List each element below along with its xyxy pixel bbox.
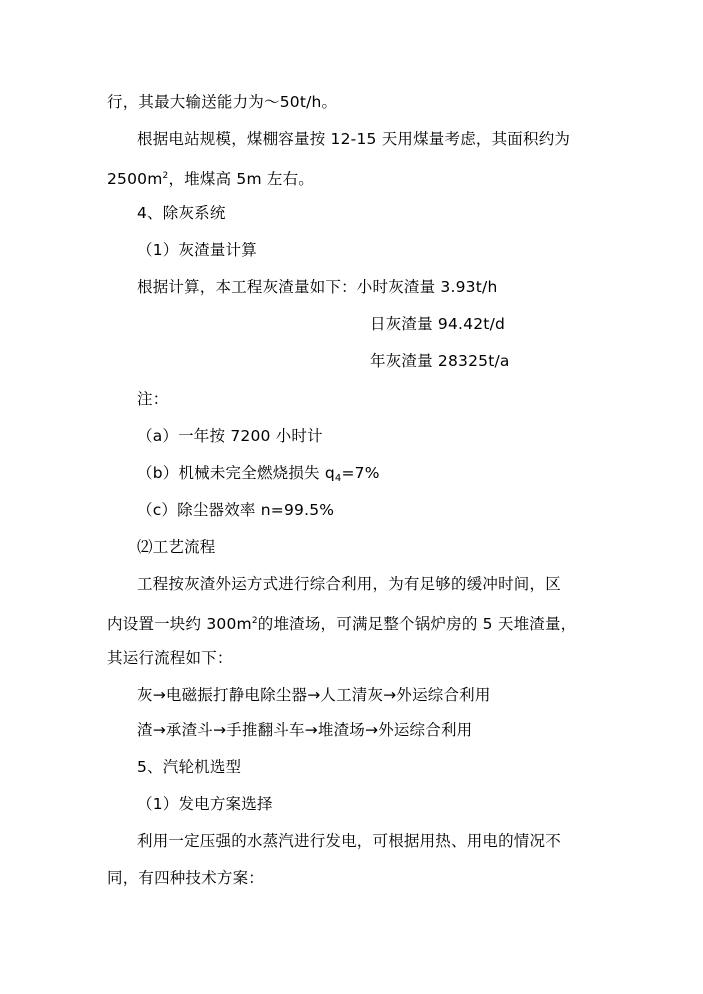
subscript: 4 [334, 473, 342, 484]
note-label: 注： [137, 390, 169, 408]
superscript: 2 [162, 171, 169, 181]
process-flow: 灰→电磁振打静电除尘器→人工清灰→外运综合利用 [137, 686, 491, 704]
paragraph-line: 日灰渣量 94.42t/d [370, 315, 506, 333]
paragraph-line: 工程按灰渣外运方式进行综合利用，为有足够的缓冲时间，区 [137, 575, 561, 593]
text-span: 内设置一块约 300m [107, 615, 252, 633]
paragraph-line: 年灰渣量 28325t/a [370, 352, 510, 370]
text-span: 2500m [107, 170, 163, 188]
paragraph-line: 根据电站规模，煤棚容量按 12-15 天用煤量考虑，其面积约为 [137, 130, 571, 148]
section-heading: 5、汽轮机选型 [137, 758, 242, 776]
note-item: （c）除尘器效率 n=99.5% [137, 501, 335, 519]
section-heading: 4、除灰系统 [137, 204, 226, 222]
text-span: =7% [341, 464, 380, 482]
process-flow: 渣→承渣斗→手推翻斗车→堆渣场→外运综合利用 [137, 721, 473, 739]
subsection-heading: ⑵工艺流程 [137, 538, 216, 556]
text-span: （b）机械未完全燃烧损失 q [137, 464, 335, 482]
text-span: 的堆渣场，可满足整个锅炉房的 5 天堆渣量， [257, 615, 577, 633]
paragraph-line: 利用一定压强的水蒸汽进行发电，可根据用热、用电的情况不 [137, 832, 561, 850]
superscript: 2 [251, 616, 258, 626]
paragraph-line [107, 611, 576, 634]
paragraph-line: 行，其最大输送能力为～50t/h。 [107, 93, 338, 111]
paragraph-line: 根据计算，本工程灰渣量如下：小时灰渣量 3.93t/h [137, 278, 498, 296]
note-item [137, 463, 380, 489]
subsection-heading: （1）灰渣量计算 [137, 241, 257, 259]
note-item: （a）一年按 7200 小时计 [137, 427, 323, 445]
text-span: ，堆煤高 5m 左右。 [168, 170, 314, 188]
paragraph-line [107, 166, 314, 189]
paragraph-line: 其运行流程如下： [107, 649, 233, 667]
paragraph-line: 同，有四种技术方案： [107, 869, 265, 887]
subsection-heading: （1）发电方案选择 [137, 795, 273, 813]
